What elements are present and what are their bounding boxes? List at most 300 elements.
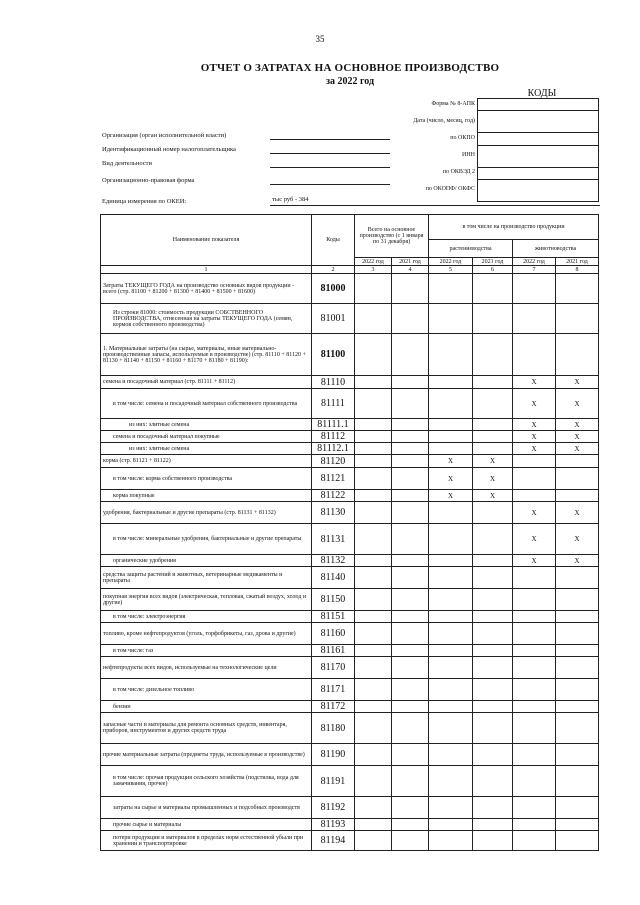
table-row [101,589,599,611]
value-cell[interactable] [429,679,473,701]
value-cell[interactable] [429,555,473,567]
value-cell[interactable] [556,455,599,468]
x-mark-cell: X [429,468,473,490]
value-cell[interactable] [392,567,429,589]
col-number: 7 [513,266,556,274]
value-cell[interactable] [429,389,473,419]
legal-form-line[interactable] [270,184,390,185]
codes-header: КОДЫ [527,88,557,99]
value-cell[interactable] [355,623,392,645]
col-head-code: Коды [312,215,355,266]
row-name: в том числе: прочая продукция сельского хозяйства (подстилка, вода для замачивания, прочее) [101,766,312,797]
value-cell[interactable] [473,819,513,831]
row-code: 81160 [312,623,355,645]
year-head: 2021 год [556,258,599,266]
org-label: Организация (орган исполнительной власти) [102,132,227,139]
row-code: 81161 [312,645,355,657]
value-cell[interactable] [556,831,599,851]
value-cell[interactable] [513,713,556,744]
value-cell[interactable] [556,679,599,701]
value-cell[interactable] [473,589,513,611]
codes-grid [477,98,599,202]
x-mark-cell: X [513,376,556,389]
value-cell[interactable] [429,744,473,766]
activity-line[interactable] [270,167,390,168]
table-row [101,797,599,819]
value-cell[interactable] [473,744,513,766]
value-cell[interactable] [556,334,599,376]
codes-label-form: Форма № 8-АПК [431,100,475,107]
value-cell[interactable] [473,713,513,744]
value-cell[interactable] [392,657,429,679]
value-cell[interactable] [392,744,429,766]
value-cell[interactable] [355,645,392,657]
row-code: 81111.1 [312,419,355,431]
x-mark-cell: X [556,389,599,419]
value-cell[interactable] [429,589,473,611]
value-cell[interactable] [556,589,599,611]
value-cell[interactable] [355,524,392,555]
year-head: 2022 год [513,258,556,266]
value-cell[interactable] [429,713,473,744]
col-number: 8 [556,266,599,274]
value-cell[interactable] [392,455,429,468]
value-cell[interactable] [513,744,556,766]
table-body [101,274,599,851]
row-code: 81132 [312,555,355,567]
code-cell-form[interactable] [478,99,599,111]
value-cell[interactable] [556,701,599,713]
row-name: в том числе: корма собственного производства [101,468,312,490]
row-name: средства защиты растений и животных, ветеринарные медикаменты и препараты [101,567,312,589]
row-name: семена и посадочный материал (стр. 81111 + 81112) [101,376,312,389]
unit-line [270,205,600,206]
value-cell[interactable] [355,376,392,389]
col-number: 1 [101,266,312,274]
row-name: в том числе: минеральные удобрения, бактериальные и другие препараты [101,524,312,555]
value-cell[interactable] [355,567,392,589]
table-row [101,334,599,376]
col-head-incl: в том числе на производство продукции [429,215,599,240]
value-cell[interactable] [473,304,513,334]
value-cell[interactable] [355,679,392,701]
table-row [101,611,599,623]
x-mark-cell: X [556,376,599,389]
value-cell[interactable] [392,831,429,851]
value-cell[interactable] [556,490,599,502]
table-row [101,490,599,502]
year-head: 2022 год [355,258,392,266]
value-cell[interactable] [429,831,473,851]
x-mark-cell: X [513,524,556,555]
table-row [101,744,599,766]
table-row [101,274,599,304]
x-mark-cell: X [556,524,599,555]
value-cell[interactable] [473,419,513,431]
row-code: 81131 [312,524,355,555]
value-cell[interactable] [429,623,473,645]
x-mark-cell: X [473,455,513,468]
table-row [101,431,599,443]
row-name: прочие сырье и материалы [101,819,312,831]
x-mark-cell: X [556,443,599,455]
table-row [101,419,599,431]
value-cell[interactable] [556,766,599,797]
activity-label: Вид деятельности [102,160,152,167]
value-cell[interactable] [513,797,556,819]
org-line[interactable] [270,139,390,140]
value-cell[interactable] [355,389,392,419]
row-name: удобрения, бактериальные и другие препараты (стр. 81131 + 81132) [101,502,312,524]
table-row [101,567,599,589]
value-cell[interactable] [473,645,513,657]
value-cell[interactable] [392,524,429,555]
value-cell[interactable] [556,657,599,679]
table-row [101,304,599,334]
value-cell[interactable] [429,701,473,713]
value-cell[interactable] [556,713,599,744]
code-cell-okpo[interactable] [478,133,599,145]
value-cell[interactable] [429,376,473,389]
row-code: 81192 [312,797,355,819]
value-cell[interactable] [429,797,473,819]
value-cell[interactable] [473,334,513,376]
col-number: 6 [473,266,513,274]
value-cell[interactable] [392,645,429,657]
table-row [101,713,599,744]
value-cell[interactable] [513,819,556,831]
value-cell[interactable] [513,589,556,611]
value-cell[interactable] [429,502,473,524]
value-cell[interactable] [429,274,473,304]
row-code: 81112.1 [312,443,355,455]
code-cell-date[interactable] [478,111,599,133]
row-code: 81191 [312,766,355,797]
row-name: покупная энергия всех видов (электрическая, тепловая, сжатый воздух, холод и другие) [101,589,312,611]
value-cell[interactable] [513,766,556,797]
value-cell[interactable] [355,589,392,611]
x-mark-cell: X [556,419,599,431]
x-mark-cell: X [513,431,556,443]
code-cell-okopf[interactable] [478,180,599,202]
row-code: 81121 [312,468,355,490]
col-number: 2 [312,266,355,274]
table-row [101,376,599,389]
value-cell[interactable] [355,334,392,376]
value-cell[interactable] [355,713,392,744]
table-row [101,645,599,657]
value-cell[interactable] [556,304,599,334]
value-cell[interactable] [429,334,473,376]
codes-label-okopf: по ОКОПФ/ ОКФС [425,185,475,192]
value-cell[interactable] [513,468,556,490]
value-cell[interactable] [392,274,429,304]
row-code: 81151 [312,611,355,623]
unit-label: Единица измерения по ОКЕИ: [102,198,187,205]
value-cell[interactable] [513,334,556,376]
value-cell[interactable] [556,468,599,490]
value-cell[interactable] [513,657,556,679]
value-cell[interactable] [392,713,429,744]
value-cell[interactable] [355,274,392,304]
value-cell[interactable] [513,623,556,645]
year-head: 2021 год [473,258,513,266]
value-cell[interactable] [392,555,429,567]
page-number: 35 [315,34,325,44]
value-cell[interactable] [355,502,392,524]
value-cell[interactable] [429,567,473,589]
value-cell[interactable] [392,611,429,623]
inn-label: Идентификационный номер налогоплательщика [102,146,236,153]
value-cell[interactable] [473,657,513,679]
code-cell-okved[interactable] [478,168,599,180]
row-code: 81193 [312,819,355,831]
inn-line[interactable] [270,153,390,154]
value-cell[interactable] [392,389,429,419]
value-cell[interactable] [392,304,429,334]
row-name: в том числе: семена и посадочный материал собственного производства [101,389,312,419]
x-mark-cell: X [513,443,556,455]
value-cell[interactable] [355,657,392,679]
table-row [101,455,599,468]
col-head-crop: растениеводства [429,240,513,258]
value-cell[interactable] [355,431,392,443]
codes-label-okpo: по ОКПО [450,134,475,141]
value-cell[interactable] [513,701,556,713]
value-cell[interactable] [355,555,392,567]
value-cell[interactable] [473,555,513,567]
row-code: 81194 [312,831,355,851]
value-cell[interactable] [513,679,556,701]
row-name: органические удобрения [101,555,312,567]
value-cell[interactable] [392,819,429,831]
codes-label-okved: по ОКВЭД 2 [442,168,475,175]
row-code: 81190 [312,744,355,766]
table-row [101,679,599,701]
col-number: 3 [355,266,392,274]
value-cell[interactable] [556,645,599,657]
x-mark-cell: X [513,419,556,431]
value-cell[interactable] [392,376,429,389]
table-row [101,623,599,645]
value-cell[interactable] [513,645,556,657]
row-name: Из строки 81000: стоимость продукции СОБСТВЕННОГО ПРОИЗВОДСТВА, отнесенная на затраты ТЕКУЩЕГО ГОДА (семян, кормов собственного производства) [101,304,312,334]
value-cell[interactable] [355,490,392,502]
cost-table [100,214,599,851]
table-row [101,819,599,831]
value-cell[interactable] [473,389,513,419]
x-mark-cell: X [556,555,599,567]
row-code: 81170 [312,657,355,679]
value-cell[interactable] [355,831,392,851]
value-cell[interactable] [355,744,392,766]
row-code: 81172 [312,701,355,713]
row-name: из них: элитные семена [101,443,312,455]
value-cell[interactable] [513,490,556,502]
value-cell[interactable] [556,274,599,304]
value-cell[interactable] [513,274,556,304]
value-cell[interactable] [473,524,513,555]
x-mark-cell: X [473,490,513,502]
row-name: бензин [101,701,312,713]
row-name: прочие материальные затраты (предметы труда, используемые в производстве) [101,744,312,766]
value-cell[interactable] [392,468,429,490]
row-name: из них: элитные семена [101,419,312,431]
code-cell-inn[interactable] [478,146,599,168]
row-name: корма (стр. 81121 + 81122) [101,455,312,468]
value-cell[interactable] [392,334,429,376]
row-code: 81001 [312,304,355,334]
value-cell[interactable] [556,819,599,831]
value-cell[interactable] [429,645,473,657]
value-cell[interactable] [392,419,429,431]
year-head: 2022 год [429,258,473,266]
value-cell[interactable] [473,431,513,443]
value-cell[interactable] [392,623,429,645]
value-cell[interactable] [429,431,473,443]
value-cell[interactable] [355,819,392,831]
value-cell[interactable] [392,589,429,611]
value-cell[interactable] [392,443,429,455]
col-head-name: Наименование показателя [101,215,312,266]
value-cell[interactable] [429,766,473,797]
value-cell[interactable] [513,831,556,851]
x-mark-cell: X [429,490,473,502]
table-row [101,657,599,679]
value-cell[interactable] [473,766,513,797]
row-code: 81150 [312,589,355,611]
codes-label-date: Дата (число, месяц, год) [413,117,475,124]
row-name: корма покупные [101,490,312,502]
table-row [101,468,599,490]
value-cell[interactable] [473,797,513,819]
row-code: 81180 [312,713,355,744]
row-code: 81111 [312,389,355,419]
row-code: 81112 [312,431,355,443]
value-cell[interactable] [473,611,513,623]
report-subtitle: за 2022 год [325,76,375,87]
row-name: нефтепродукты всех видов, используемые на технологические цели [101,657,312,679]
col-head-total: Всего на основное производство (с 1 января по 31 декабря) [355,215,429,258]
col-head-livestock: животноводства [513,240,599,258]
value-cell[interactable] [556,744,599,766]
year-head: 2021 год [392,258,429,266]
value-cell[interactable] [473,623,513,645]
value-cell[interactable] [392,490,429,502]
value-cell[interactable] [429,611,473,623]
table-row [101,555,599,567]
value-cell[interactable] [513,455,556,468]
x-mark-cell: X [556,502,599,524]
row-name: Затраты ТЕКУЩЕГО ГОДА на производство основных видов продукции - всего (стр. 81100 + 81200 + 81300 + 81400 + 81500 + 81600) [101,274,312,304]
value-cell[interactable] [392,766,429,797]
value-cell[interactable] [429,524,473,555]
value-cell[interactable] [355,443,392,455]
row-code: 81110 [312,376,355,389]
value-cell[interactable] [429,657,473,679]
value-cell[interactable] [473,831,513,851]
value-cell[interactable] [429,304,473,334]
col-number: 5 [429,266,473,274]
value-cell[interactable] [429,443,473,455]
table-row [101,443,599,455]
table-row [101,389,599,419]
value-cell[interactable] [355,468,392,490]
value-cell[interactable] [556,797,599,819]
value-cell[interactable] [429,419,473,431]
value-cell[interactable] [473,679,513,701]
row-name: 1. Материальные затраты (на сырье, материалы, иные материально-производственные запасы, используемые в производстве) (стр. 81110 + 81120 + 81130 + 81140 + 81150 + 81160 + 81170 + 81180 + 81190): [101,334,312,376]
value-cell[interactable] [355,766,392,797]
x-mark-cell: X [513,502,556,524]
value-cell[interactable] [392,431,429,443]
table-row [101,524,599,555]
value-cell[interactable] [355,419,392,431]
value-cell[interactable] [556,611,599,623]
x-mark-cell: X [513,389,556,419]
row-name: запасные части и материалы для ремонта основных средств, инвентаря, приборов, инструментов и других средств труда [101,713,312,744]
value-cell[interactable] [473,502,513,524]
row-name: затраты на сырье и материалы промышленных и подсобных производств [101,797,312,819]
value-cell[interactable] [473,701,513,713]
value-cell[interactable] [392,797,429,819]
row-name: в том числе: электроэнергия [101,611,312,623]
row-code: 81122 [312,490,355,502]
value-cell[interactable] [392,679,429,701]
table-row [101,831,599,851]
value-cell[interactable] [513,567,556,589]
value-cell[interactable] [473,567,513,589]
value-cell[interactable] [392,502,429,524]
row-code: 81100 [312,334,355,376]
x-mark-cell: X [429,455,473,468]
value-cell[interactable] [473,274,513,304]
row-name: семена и посадочный материал покупные [101,431,312,443]
x-mark-cell: X [513,555,556,567]
unit-value: тыс руб - 384 [272,196,309,203]
row-name: топливо, кроме нефтепродуктов (уголь, торфобрикеты, газ, дрова и другие) [101,623,312,645]
value-cell[interactable] [513,611,556,623]
row-code: 81130 [312,502,355,524]
value-cell[interactable] [513,304,556,334]
value-cell[interactable] [355,304,392,334]
value-cell[interactable] [355,455,392,468]
value-cell[interactable] [355,701,392,713]
value-cell[interactable] [473,443,513,455]
row-code: 81000 [312,274,355,304]
value-cell[interactable] [556,623,599,645]
row-code: 81140 [312,567,355,589]
row-name: потери продукции и материалов в пределах норм естественной убыли при хранении и транспортировке [101,831,312,851]
value-cell[interactable] [556,567,599,589]
codes-label-inn: ИНН [462,151,475,158]
col-number: 4 [392,266,429,274]
row-name: в том числе: дизельное топливо [101,679,312,701]
row-name: в том числе: газ [101,645,312,657]
row-code: 81120 [312,455,355,468]
value-cell[interactable] [355,611,392,623]
x-mark-cell: X [473,468,513,490]
codes-labels [400,98,475,200]
table-row [101,701,599,713]
table-row [101,502,599,524]
report-title: ОТЧЕТ О ЗАТРАТАХ НА ОСНОВНОЕ ПРОИЗВОДСТВО [200,62,500,74]
value-cell[interactable] [392,701,429,713]
value-cell[interactable] [355,797,392,819]
value-cell[interactable] [473,376,513,389]
value-cell[interactable] [429,819,473,831]
legal-form-label: Организационно-правовая форма [102,177,195,184]
